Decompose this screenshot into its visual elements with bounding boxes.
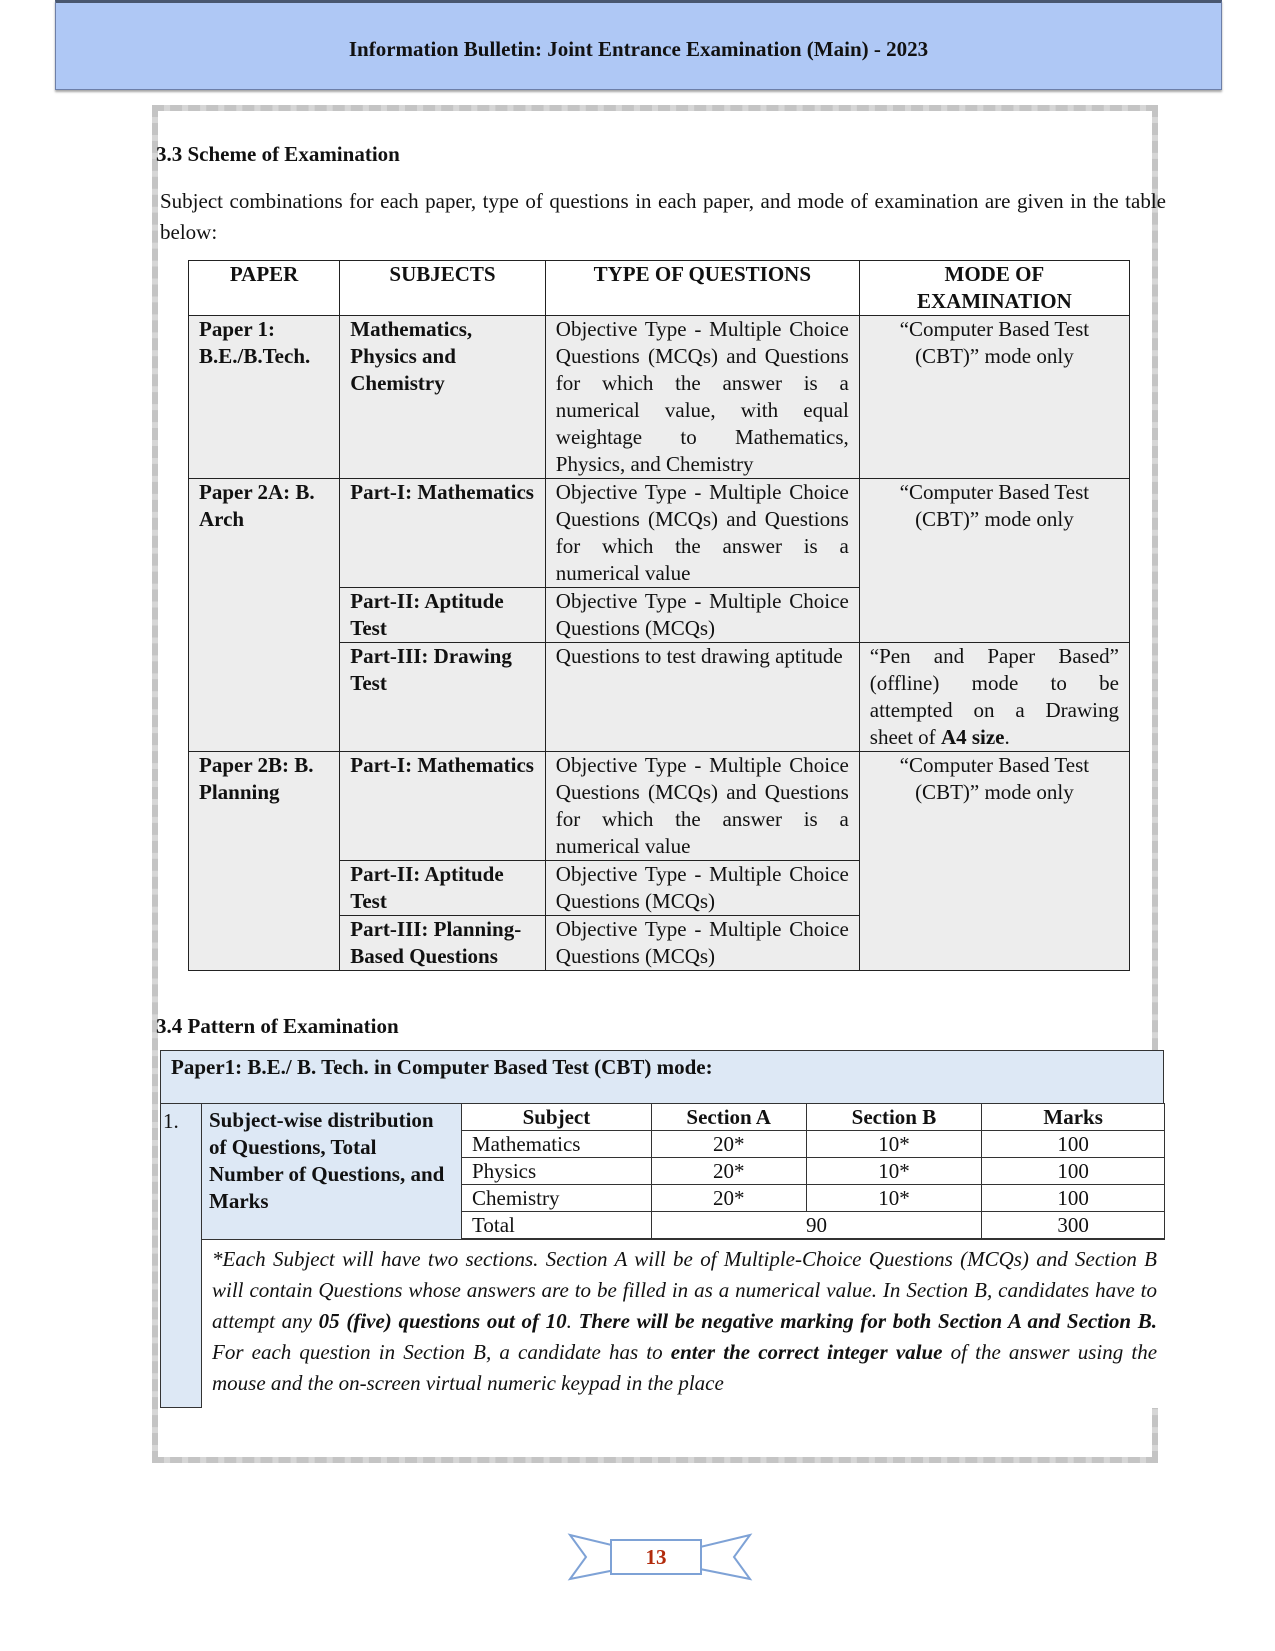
paper-2b: Paper 2B: B. Planning: [189, 752, 340, 971]
paper-2a: Paper 2A: B. Arch: [189, 479, 340, 752]
table-row: [189, 479, 1130, 588]
paper-1: Paper 1: B.E./B.Tech.: [189, 316, 340, 479]
paper-2b-part-2-type: Objective Type - Multiple Choice Questions (MCQs): [545, 861, 859, 916]
paper-2b-part-1-type: Objective Type - Multiple Choice Questions (MCQs) and Questions for which the answer is a numerical value: [545, 752, 859, 861]
marks-table: [461, 1103, 1165, 1239]
row-number: 1.: [163, 1109, 179, 1133]
marks-cell: 100: [982, 1158, 1165, 1185]
paper-1-mode: “Computer Based Test (CBT)” mode only: [859, 316, 1129, 479]
header-mode: MODE OF EXAMINATION: [859, 261, 1129, 316]
marks-cell: 100: [982, 1185, 1165, 1212]
row-label: Subject-wise distribution of Questions, Total Number of Questions, and Marks: [209, 1108, 445, 1213]
section-note: [202, 1239, 1165, 1408]
subject-cell: Physics: [462, 1158, 652, 1185]
header-section-b: Section B: [806, 1104, 982, 1131]
header-subjects: SUBJECTS: [340, 261, 546, 316]
scheme-header-row: [189, 261, 1130, 316]
paper-2a-mode: “Computer Based Test (CBT)” mode only: [859, 479, 1129, 643]
drawing-mode-end: .: [1004, 725, 1010, 749]
table-row: [462, 1185, 1165, 1212]
total-label: Total: [462, 1212, 652, 1239]
paper-2a-part-2: Part-II: Aptitude Test: [340, 588, 546, 643]
header-paper: PAPER: [189, 261, 340, 316]
section-3-3-heading: 3.3 Scheme of Examination: [156, 142, 400, 166]
pattern-title: Paper1: B.E./ B. Tech. in Computer Based Test (CBT) mode:: [171, 1055, 713, 1079]
paper-1-type: Objective Type - Multiple Choice Questions (MCQs) and Questions for which the answer is a numerical value, with equal weightage to Mathematics, Physics, and Chemistry: [545, 316, 859, 479]
total-marks: 300: [982, 1212, 1165, 1239]
paper-2b-part-2: Part-II: Aptitude Test: [340, 861, 546, 916]
paper-2b-mode: “Computer Based Test (CBT)” mode only: [859, 752, 1129, 971]
page-number-ribbon: [560, 1525, 760, 1585]
section-b-cell: 10*: [806, 1185, 982, 1212]
header-marks: Marks: [982, 1104, 1165, 1131]
paper-1-subjects: Mathematics, Physics and Chemistry: [340, 316, 546, 479]
subject-cell: Chemistry: [462, 1185, 652, 1212]
section-a-cell: 20*: [651, 1131, 806, 1158]
paper-2a-part-1: Part-I: Mathematics: [340, 479, 546, 588]
paper-2a-part-1-type: Objective Type - Multiple Choice Questions (MCQs) and Questions for which the answer is a numerical value: [545, 479, 859, 588]
header-section-a: Section A: [651, 1104, 806, 1131]
table-row: [462, 1131, 1165, 1158]
marks-cell: 100: [982, 1131, 1165, 1158]
section-b-cell: 10*: [806, 1158, 982, 1185]
paper-2b-part-3: Part-III: Planning-Based Questions: [340, 916, 546, 971]
table-row: [189, 316, 1130, 479]
pattern-box: [160, 1050, 1164, 1408]
section-b-cell: 10*: [806, 1131, 982, 1158]
negative-marking-note: There will be negative marking for both Section A and Section B.: [578, 1309, 1157, 1333]
drawing-mode-text: “Pen and Paper Based” (offline) mode to be attempted on a Drawing sheet of: [869, 644, 1119, 749]
note-text: of the answer using the mouse and the on-screen virtual numeric keypad in the place: [212, 1340, 1158, 1395]
bulletin-title: Information Bulletin: Joint Entrance Examination (Main) - 2023: [348, 37, 929, 61]
table-row: [462, 1158, 1165, 1185]
a4-size: A4 size: [940, 725, 1005, 749]
paper-2a-part-2-type: Objective Type - Multiple Choice Questions (MCQs): [545, 588, 859, 643]
paper-2a-part-3-type: Questions to test drawing aptitude: [545, 643, 859, 752]
marks-header-row: [462, 1104, 1165, 1131]
page-header: [55, 0, 1222, 90]
section-3-3-intro: Subject combinations for each paper, type of questions in each paper, and mode of examination are given in the table below:: [160, 189, 1166, 244]
note-text: *Each Subject will have two sections. Section A will be of Multiple-Choice Questions (MCQs) and Section B will contain Questions whose answers are to be filled in as a numerical value. In Section B, candidates have to attempt any: [212, 1247, 1157, 1333]
paper-2b-part-1: Part-I: Mathematics: [340, 752, 546, 861]
section-a-cell: 20*: [651, 1158, 806, 1185]
table-row-total: [462, 1212, 1165, 1239]
total-questions: 90: [651, 1212, 982, 1239]
subject-cell: Mathematics: [462, 1131, 652, 1158]
scheme-table: [188, 260, 1130, 971]
section-a-cell: 20*: [651, 1185, 806, 1212]
paper-2a-drawing-mode: [859, 643, 1129, 752]
note-text: For each question in Section B, a candidate has to: [212, 1340, 671, 1364]
note-emphasis: 05 (five) questions out of 10: [318, 1309, 567, 1333]
paper-2b-part-3-type: Objective Type - Multiple Choice Questions (MCQs): [545, 916, 859, 971]
header-type: TYPE OF QUESTIONS: [545, 261, 859, 316]
note-emphasis: enter the correct integer value: [670, 1340, 943, 1364]
header-subject: Subject: [462, 1104, 652, 1131]
section-3-4-heading: 3.4 Pattern of Examination: [156, 1014, 399, 1038]
paper-2a-part-3: Part-III: Drawing Test: [340, 643, 546, 752]
note-text: .: [566, 1309, 579, 1333]
page-number: 13: [610, 1539, 702, 1575]
table-row: [189, 752, 1130, 861]
